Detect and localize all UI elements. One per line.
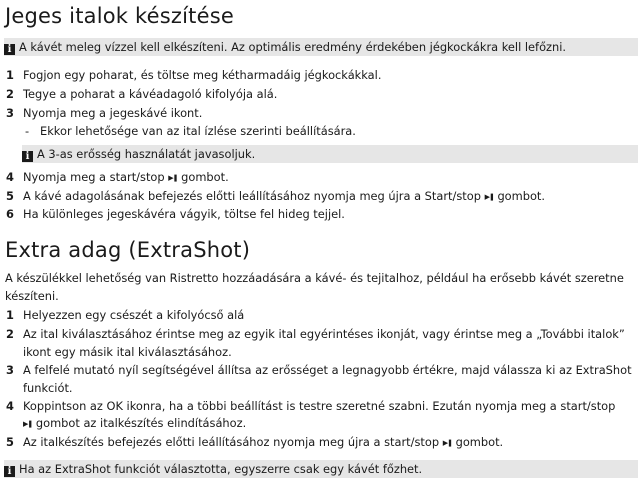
note-text: A 3-as erősség használatát javasoljuk. <box>37 147 256 161</box>
info-icon: i <box>22 151 33 162</box>
step-text: ikont egy másik ital kiválasztásához. <box>23 345 232 359</box>
step-number: 2 <box>6 327 14 341</box>
step-text: Fogjon egy poharat, és töltse meg kétharmadáig jégkockákkal. <box>23 68 382 82</box>
step-text: A felfelé mutató nyíl segítségével állítsa az erősséget a legnagyobb értékre, majd válassza ki az ExtraShot <box>23 363 632 377</box>
section-title-iced-drinks: Jeges italok készítése <box>5 4 234 28</box>
step-text: Tegye a poharat a kávéadagoló kifolyója alá. <box>23 87 278 101</box>
start-stop-icon: ▶❚ <box>442 439 452 447</box>
substep-dash: - <box>25 124 30 138</box>
step-number: 5 <box>6 189 14 203</box>
start-stop-icon: ▶❚ <box>484 193 494 201</box>
step-number: 6 <box>6 207 14 221</box>
step-number: 3 <box>6 363 14 377</box>
step-text: A kávé adagolásának befejezés előtti leállításához nyomja meg újra a Start/stop ▶❚ gombot. <box>23 189 546 203</box>
info-icon: i <box>4 466 15 477</box>
substep-text: Ekkor lehetősége van az ital ízlése szerinti beállítására. <box>40 124 356 138</box>
step-text: Nyomja meg a jegeskávé ikont. <box>23 106 203 120</box>
info-note-extra-shot <box>4 460 638 478</box>
info-note-warm-water <box>4 38 638 56</box>
section-title-extra-shot: Extra adag (ExtraShot) <box>5 238 251 262</box>
step-text: funkciót. <box>23 381 73 395</box>
step-number: 5 <box>6 435 14 449</box>
step-number: 2 <box>6 87 14 101</box>
step-number: 1 <box>6 68 14 82</box>
step-text: Koppintson az OK ikonra, ha a többi beállítást is testre szeretné szabni. Ezután nyomja meg a start/stop <box>23 399 616 413</box>
step-text: Az italkészítés befejezés előtti leállításához nyomja meg újra a start/stop ▶❚ gombot. <box>23 435 504 449</box>
start-stop-icon: ▶❚ <box>23 420 33 428</box>
step-text: Ha különleges jegeskávéra vágyik, töltse fel hideg tejjel. <box>23 207 345 221</box>
info-note-strength-tip <box>22 145 638 163</box>
step-number: 4 <box>6 399 14 413</box>
note-text: A kávét meleg vízzel kell elkészíteni. Az optimális eredmény érdekében jégkockákra kell lefőzni. <box>19 40 567 54</box>
step-number: 4 <box>6 170 14 184</box>
start-stop-icon: ▶❚ <box>168 174 178 182</box>
step-text: Helyezzen egy csészét a kifolyócső alá <box>23 308 245 322</box>
intro-line: készíteni. <box>5 289 59 303</box>
step-text: Nyomja meg a start/stop ▶❚ gombot. <box>23 170 229 184</box>
note-text: Ha az ExtraShot funkciót választotta, egyszerre csak egy kávét főzhet. <box>19 462 423 476</box>
step-text: ▶❚ gombot az italkészítés elindításához. <box>23 416 247 430</box>
step-number: 3 <box>6 106 14 120</box>
intro-line: A készülékkel lehetőség van Ristretto hozzáadására a kávé- és tejitalhoz, például ha erősebb kávét szeretne <box>5 271 624 285</box>
step-number: 1 <box>6 308 14 322</box>
step-text: Az ital kiválasztásához érintse meg az egyik ital egyérintéses ikonját, vagy érintse meg a „További italok” <box>23 327 625 341</box>
info-icon: i <box>4 44 15 55</box>
